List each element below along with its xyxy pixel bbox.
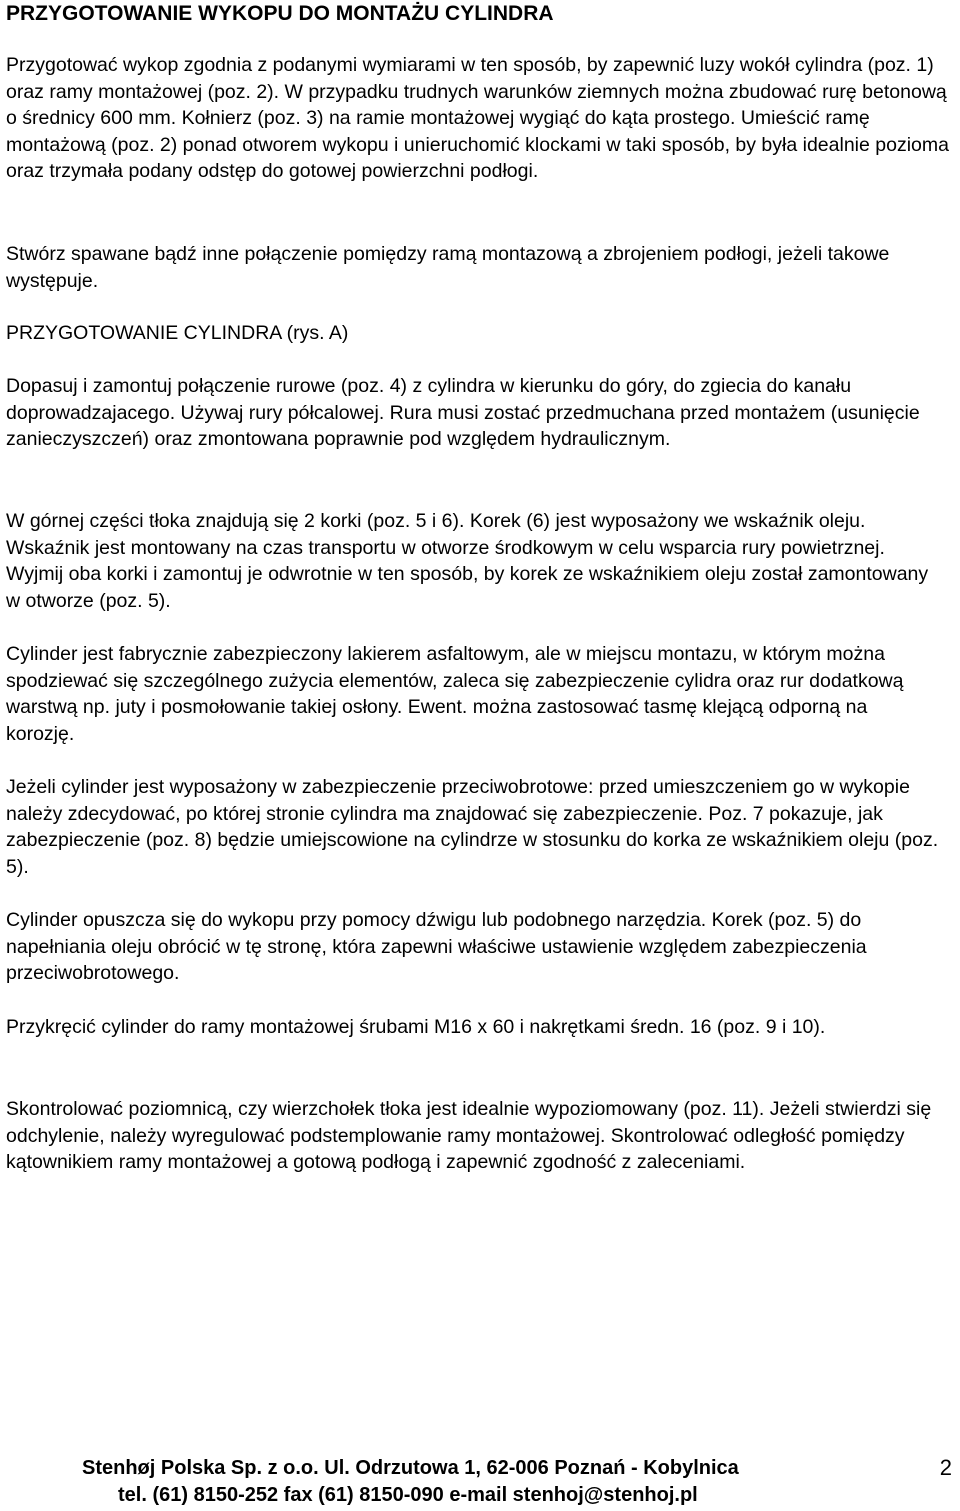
footer-contact-line: tel. (61) 8150-252 fax (61) 8150-090 e-mail stenhoj@stenhoj.pl — [118, 1484, 698, 1506]
paragraph-przykrecanie: Przykręcić cylinder do ramy montażowej śrubami M16 x 60 i nakrętkami średn. 16 (poz. 9 i 10). — [6, 1016, 826, 1038]
footer-company-line: Stenhøj Polska Sp. z o.o. Ul. Odrzutowa 1, 62-006 Poznań - Kobylnica — [82, 1457, 739, 1479]
paragraph-wykop: Przygotować wykop zgodnia z podanymi wymiarami w ten sposób, by zapewnić luzy wokół cylindra (poz. 1) oraz ramy montażowej (poz. 2). W przypadku trudnych warunków ziemnych można zbudować rurę betonową o średnicy 600 mm. Kołnierz (poz. 3) na ramie montażowej wygiąć do kąta prostego. Umieścić ramę montażową (poz. 2) ponad otworem wykopu i unieruchomić klockami w taki sposób, by była idealnie pozioma oraz trzymała podany odstęp do gotowej powierzchni podłogi. — [6, 54, 949, 182]
section-heading-cylinder: PRZYGOTOWANIE CYLINDRA (rys. A) — [6, 322, 349, 344]
paragraph-spawanie: Stwórz spawane bądź inne połączenie pomiędzy ramą montazową a zbrojeniem podłogi, jeżeli takowe występuje. — [6, 243, 890, 292]
paragraph-korki: W górnej części tłoka znajdują się 2 korki (poz. 5 i 6). Korek (6) jest wyposażony we wskaźnik oleju. Wskaźnik jest montowany na czas transportu w otworze środkowym w celu wsparcia rury powietrznej. Wyjmij oba korki i zamontuj je odwrotnie w ten sposób, by korek ze wskaźnikiem oleju został zamontowany w otworze (poz. 5). — [6, 510, 929, 612]
paragraph-opuszczanie: Cylinder opuszcza się do wykopu przy pomocy dźwigu lub podobnego narzędzia. Korek (poz. 5) do napełniania oleju obrócić w tę stronę, która zapewni właściwe ustawienie względem zabezpieczenia przeciwobrotowego. — [6, 909, 867, 984]
paragraph-przeciwobrot: Jeżeli cylinder jest wyposażony w zabezpieczenie przeciwobrotowe: przed umieszczeniem go w wykopie należy zdecydować, po której stronie cylindra ma znajdować się zabezpieczenie. Poz. 7 pokazuje, jak zabezpieczenie (poz. 8) będzie umiejscowione na cylindrze w stosunku do korka ze wskaźnikiem oleju (poz. 5). — [6, 776, 939, 878]
document-title: PRZYGOTOWANIE WYKOPU DO MONTAŻU CYLINDRA — [6, 2, 554, 25]
paragraph-polaczenie-rurowe: Dopasuj i zamontuj połączenie rurowe (poz. 4) z cylindra w kierunku do góry, do zgiecia do kanału doprowadzajacego. Używaj rury półcalowej. Rura musi zostać przedmuchana przed montażem (usunięcie zanieczyszczeń) oraz zmontowana poprawnie pod względem hydraulicznym. — [6, 375, 920, 450]
paragraph-zabezpieczenie-lakier: Cylinder jest fabrycznie zabezpieczony lakierem asfaltowym, ale w miejscu montazu, w którym można spodziewać się szczególnego zużycia elementów, zaleca się zabezpieczenie cylidra oraz rur dodatkową warstwą np. juty i posmołowanie takiej osłony. Ewent. można zastosować tasmę klejącą odporną na korozję. — [6, 643, 904, 745]
paragraph-kontrola: Skontrolować poziomnicą, czy wierzchołek tłoka jest idealnie wypoziomowany (poz. 11). Jeżeli stwierdzi się odchylenie, należy wyregulować podstemplowanie ramy montażowej. Skontrolować odległość pomiędzy kątownikiem ramy montażowej a gotową podłogą i zapewnić zgodność z zaleceniami. — [6, 1098, 932, 1173]
page-number: 2 — [939, 1455, 952, 1480]
